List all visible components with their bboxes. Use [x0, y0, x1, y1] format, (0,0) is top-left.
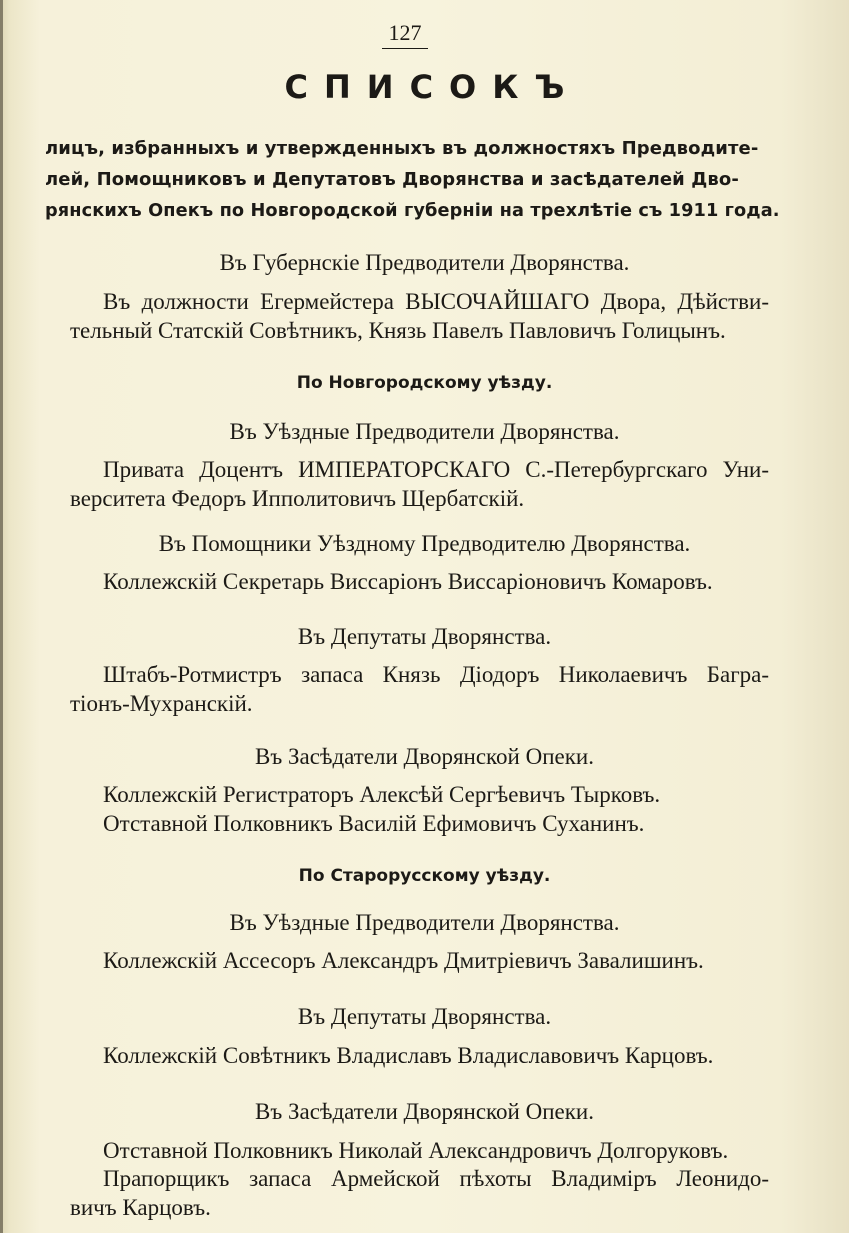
subtitle-line: лей, Помощниковъ и Депутатовъ Дворянства и засѣдателей Дво- — [45, 169, 739, 190]
entry-line: Коллежскій Совѣтникъ Владиславъ Владиславовичъ Карцовъ. — [103, 1043, 714, 1068]
section-heading: Въ Уѣздные Предводители Дворянства. — [229, 419, 620, 444]
section-heading: Въ Помощники Уѣздному Предводителю Дворянства. — [158, 531, 691, 556]
entry-line: Коллежскій Ассесоръ Александръ Дмитріевичъ Завалишинъ. — [103, 948, 704, 973]
section-heading: Въ Засѣдатели Дворянской Опеки. — [255, 744, 594, 769]
uezd-heading-starorussky: По Старорусскому уѣзду. — [298, 866, 551, 886]
binding-edge — [0, 0, 3, 1233]
section-heading-gubernia: Въ Губернскіе Предводители Дворянства. — [219, 250, 630, 275]
entry-line: вичъ Карцовъ. — [70, 1195, 211, 1220]
entry-line: верситета Федоръ Ипполитовичъ Щербатскій. — [70, 486, 525, 511]
entry-line: Штабъ-Ротмистръ запаса Князь Діодоръ Николаевичъ Багра- — [103, 662, 769, 687]
section-heading: Въ Депутаты Дворянства. — [297, 1004, 552, 1029]
entry-line: тельный Статскій Совѣтникъ, Князь Павелъ Павловичъ Голицынъ. — [70, 318, 726, 343]
subtitle-line: лицъ, избранныхъ и утвержденныхъ въ должностяхъ Предводите- — [45, 138, 759, 159]
section-heading: Въ Уѣздные Предводители Дворянства. — [229, 910, 620, 935]
page-number: 127 — [382, 20, 428, 49]
subtitle-line: рянскихъ Опекъ по Новгородской губерніи на трехлѣтіе съ 1911 года. — [45, 200, 780, 221]
uezd-heading-novgorod: По Новгородскому уѣзду. — [296, 373, 553, 393]
entry-line: Въ должности Егермейстера ВЫСОЧАЙШАГО Двора, Дѣйстви- — [103, 289, 769, 314]
entry-line: Коллежскій Регистраторъ Алексѣй Сергѣевичъ Тырковъ. — [103, 782, 661, 807]
page-title: СПИСОКЪ — [284, 68, 581, 106]
entry-line: тіонъ-Мухранскій. — [70, 691, 253, 716]
entry-line: Коллежскій Секретарь Виссаріонъ Виссаріоновичъ Комаровъ. — [103, 569, 713, 594]
section-heading: Въ Засѣдатели Дворянской Опеки. — [255, 1099, 594, 1124]
entry-line: Отставной Полковникъ Николай Александровичъ Долгоруковъ. — [103, 1138, 729, 1163]
section-heading: Въ Депутаты Дворянства. — [297, 624, 552, 649]
entry-line: Привата Доцентъ ИМПЕРАТОРСКАГО С.-Петербургскаго Уни- — [103, 457, 769, 482]
entry-line: Прапорщикъ запаса Армейской пѣхоты Владиміръ Леонидо- — [103, 1166, 769, 1191]
entry-line: Отставной Полковникъ Василій Ефимовичъ Суханинъ. — [103, 811, 645, 836]
